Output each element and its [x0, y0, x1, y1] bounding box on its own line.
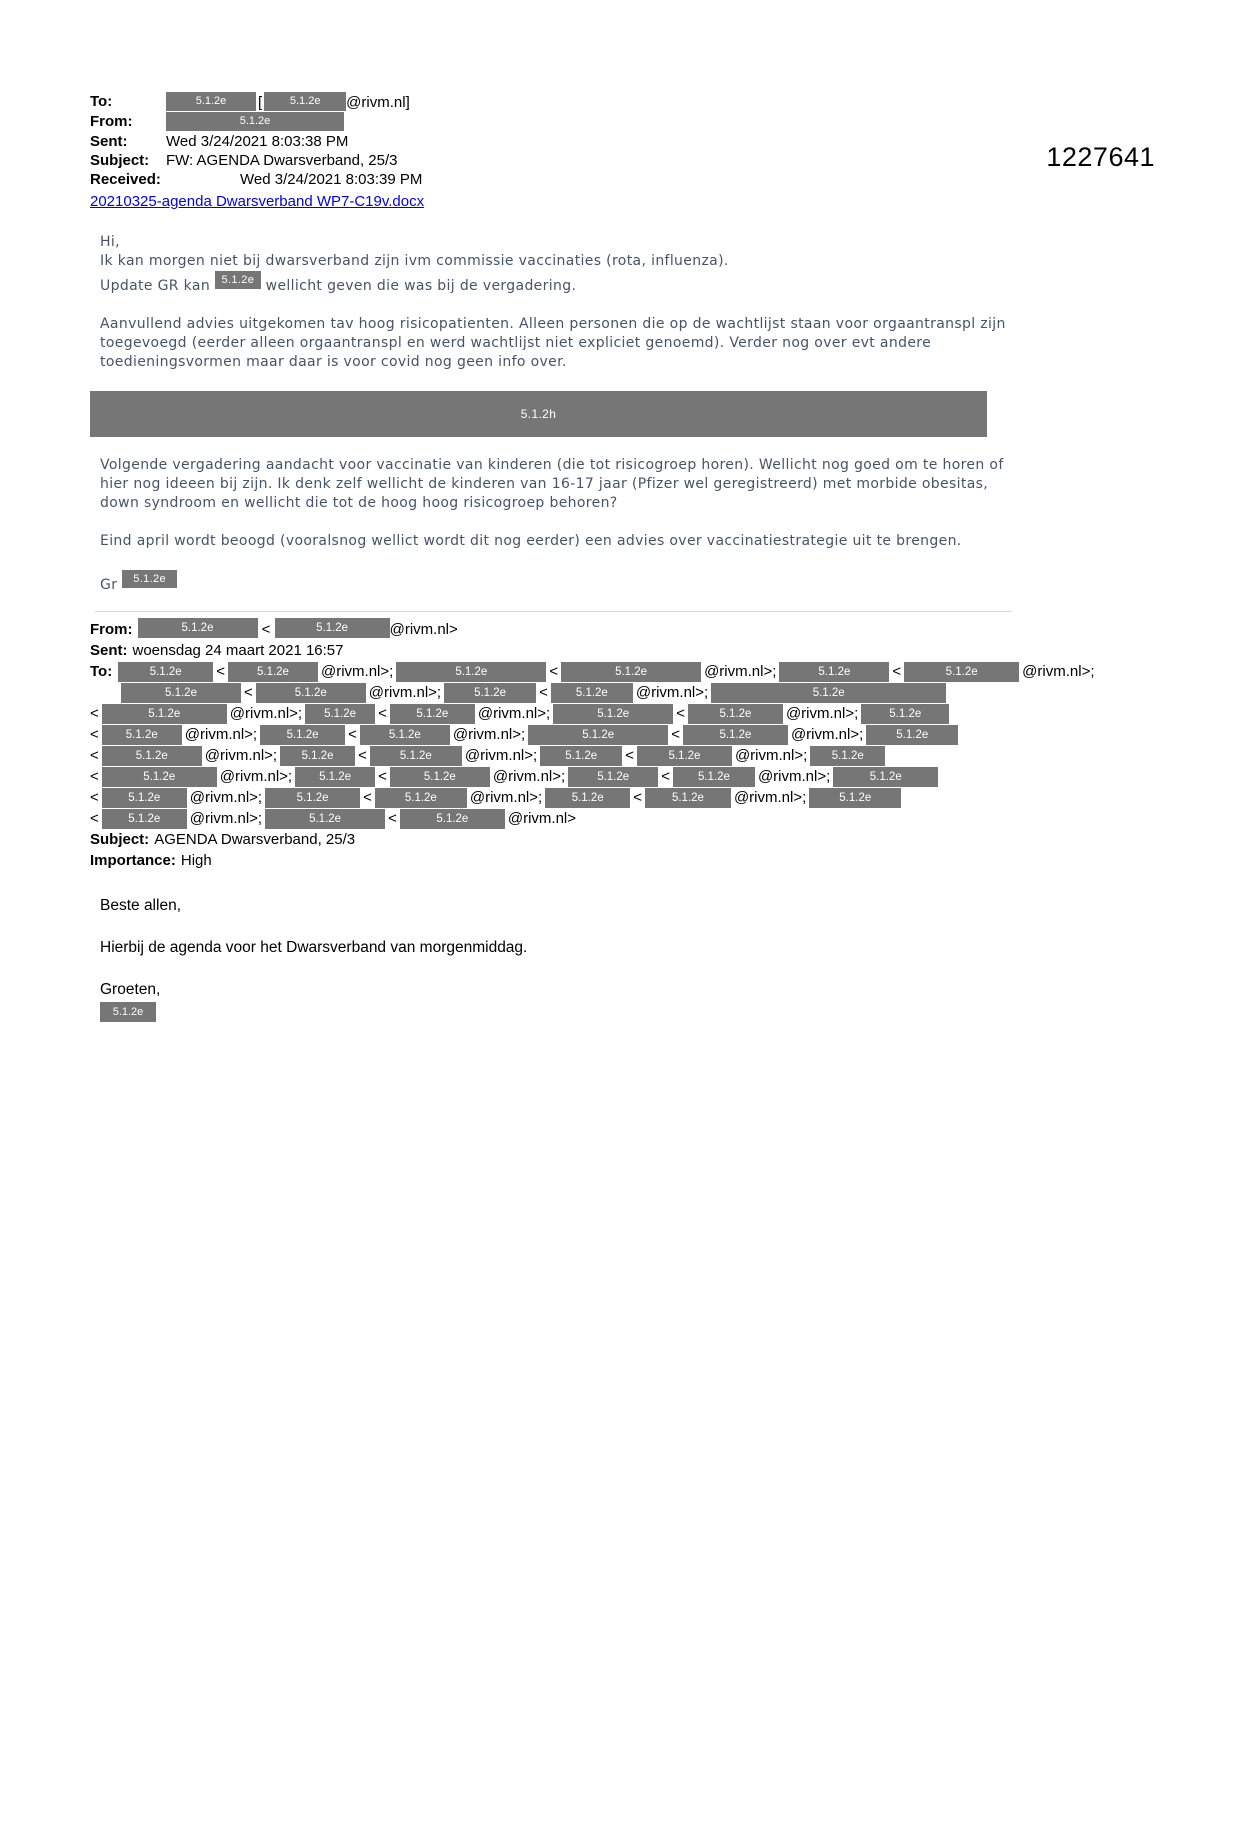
- recipient-address-text: @rivm.nl>;: [785, 705, 859, 722]
- redaction-box: 5.1.2e: [545, 788, 630, 808]
- redaction-box: 5.1.2e: [637, 746, 732, 766]
- recipient-address-text: <: [388, 810, 397, 827]
- subject-row: [90, 829, 1025, 850]
- body-paragraph: Hierbij de agenda voor het Dwarsverband van morgenmiddag.: [100, 939, 528, 956]
- recipient-address-text: <: [90, 747, 99, 764]
- recipient-row: [90, 808, 1025, 829]
- recipient-address-text: @rivm.nl>;: [734, 747, 808, 764]
- redaction-box: 5.1.2e: [528, 725, 668, 745]
- redaction-box: 5.1.2e: [295, 767, 375, 787]
- recipient-address-text: <: [625, 747, 634, 764]
- redaction-box: 5.1.2e: [375, 788, 467, 808]
- recipient-address-text: <: [378, 768, 387, 785]
- document-number: 1227641: [1046, 142, 1155, 172]
- recipient-address-text: @rivm.nl>;: [189, 810, 263, 827]
- redaction-box: 5.1.2e: [866, 725, 958, 745]
- redaction-box: 5.1.2e: [215, 271, 261, 289]
- sent-row: [90, 132, 1020, 151]
- recipient-address-text: <: [90, 768, 99, 785]
- received-value: Wed 3/24/2021 8:03:39 PM: [240, 171, 423, 188]
- redaction-box: 5.1.2e: [400, 809, 505, 829]
- redaction-box: 5.1.2e: [102, 704, 227, 724]
- redaction-box: 5.1.2e: [360, 725, 450, 745]
- recipient-row: [90, 724, 1025, 745]
- subject-value: FW: AGENDA Dwarsverband, 25/3: [166, 152, 398, 169]
- redaction-box: 5.1.2e: [540, 746, 622, 766]
- body-paragraph: [100, 271, 1032, 296]
- to-value: [166, 92, 410, 112]
- redaction-box: 5.1.2e: [102, 767, 217, 787]
- redaction-box: 5.1.2e: [904, 662, 1019, 682]
- signoff-line: Groeten,: [100, 981, 161, 998]
- recipient-address-text: <: [539, 684, 548, 701]
- redaction-box: 5.1.2e: [264, 92, 346, 111]
- redaction-box: 5.1.2e: [390, 767, 490, 787]
- greeting-line: Hi,: [100, 234, 120, 250]
- redaction-box: 5.1.2e: [551, 683, 633, 703]
- redaction-box: 5.1.2e: [688, 704, 783, 724]
- recipient-address-text: <: [661, 768, 670, 785]
- recipient-address-text: @rivm.nl>;: [469, 789, 543, 806]
- recipient-address-text: <: [244, 684, 253, 701]
- from-row: [90, 618, 1025, 640]
- to-domain-text: @rivm.nl]: [346, 94, 410, 111]
- redaction-box: 5.1.2e: [779, 662, 889, 682]
- recipient-list: [90, 661, 1095, 829]
- recipient-address-text: <: [348, 726, 357, 743]
- to-row: [90, 92, 1020, 112]
- recipient-address-text: @rivm.nl>;: [452, 726, 526, 743]
- received-row: [90, 170, 1020, 189]
- from-label: From:: [90, 621, 133, 638]
- sent-value: woensdag 24 maart 2021 16:57: [132, 642, 344, 659]
- recipient-row: [90, 703, 1025, 724]
- email-body-quoted: [100, 895, 1030, 1024]
- recipient-address-text: @rivm.nl>;: [229, 705, 303, 722]
- attachment-link[interactable]: 20210325-agenda Dwarsverband WP7-C19v.docx: [90, 193, 425, 210]
- from-domain-text: @rivm.nl>: [389, 621, 458, 638]
- to-label: To:: [90, 93, 113, 110]
- body-paragraph: Volgende vergadering aandacht voor vaccinatie van kinderen (die tot risicogroep horen). Wellicht nog goed om te horen of hier nog ideeen bij zijn. Ik denk zelf wellicht de kinderen van 16-17 jaar (Pfizer wel geregistreerd) met morbide obesitas, down syndroom en wellicht die tot de hoog hoog risicogroep behoren?: [100, 457, 1004, 511]
- section-divider: [95, 611, 1012, 612]
- redaction-box: 5.1.2e: [396, 662, 546, 682]
- angle-open-text: <: [261, 621, 271, 638]
- recipient-address-text: <: [549, 663, 559, 680]
- to-label: To:: [90, 663, 113, 680]
- redaction-box: 5.1.2e: [265, 809, 385, 829]
- recipient-row: [90, 787, 1025, 808]
- sent-value: Wed 3/24/2021 8:03:38 PM: [166, 133, 349, 150]
- redaction-box: 5.1.2e: [673, 767, 755, 787]
- redaction-box: 5.1.2e: [305, 704, 375, 724]
- recipient-address-text: <: [90, 705, 99, 722]
- subject-label: Subject:: [90, 152, 150, 169]
- importance-row: [90, 850, 1025, 871]
- redaction-box: 5.1.2e: [683, 725, 788, 745]
- recipient-address-text: @rivm.nl>;: [757, 768, 831, 785]
- redaction-box: 5.1.2e: [166, 92, 256, 111]
- recipient-address-text: @rivm.nl>;: [704, 663, 777, 680]
- recipient-address-text: @rivm.nl>;: [477, 705, 551, 722]
- redaction-box: 5.1.2e: [275, 618, 390, 638]
- redaction-box: 5.1.2e: [265, 788, 360, 808]
- recipient-row: [90, 661, 1095, 682]
- redaction-box: 5.1.2e: [444, 683, 536, 703]
- recipient-row: [90, 766, 1025, 787]
- redaction-box: 5.1.2e: [228, 662, 318, 682]
- recipient-address-text: <: [90, 789, 99, 806]
- subject-value: AGENDA Dwarsverband, 25/3: [154, 831, 356, 848]
- importance-label: Importance:: [90, 852, 176, 869]
- recipient-address-text: @rivm.nl>;: [492, 768, 566, 785]
- recipient-address-text: @rivm.nl>;: [733, 789, 807, 806]
- from-value: [166, 112, 344, 132]
- recipient-address-text: <: [378, 705, 387, 722]
- email-body-outer: [100, 233, 1032, 595]
- recipient-address-text: @rivm.nl>;: [635, 684, 709, 701]
- recipient-address-text: @rivm.nl>;: [219, 768, 293, 785]
- redaction-box: 5.1.2e: [280, 746, 355, 766]
- redaction-box: 5.1.2e: [138, 618, 258, 638]
- redaction-box: 5.1.2e: [711, 683, 946, 703]
- redaction-block-5-1-2h: 5.1.2h: [90, 391, 987, 437]
- redaction-box: 5.1.2e: [810, 746, 885, 766]
- recipient-row: [90, 682, 1025, 703]
- email-header-quoted: [90, 618, 1095, 871]
- recipient-address-text: @rivm.nl>: [507, 810, 577, 827]
- recipient-address-text: @rivm.nl>;: [1022, 663, 1095, 680]
- recipient-address-text: @rivm.nl>;: [320, 663, 394, 680]
- body-text: wellicht geven die was bij de vergadering.: [265, 278, 577, 294]
- recipient-address-text: @rivm.nl>;: [184, 726, 258, 743]
- recipient-address-text: <: [633, 789, 642, 806]
- redaction-box: 5.1.2e: [122, 570, 177, 588]
- redaction-box: 5.1.2e: [861, 704, 949, 724]
- subject-label: Subject:: [90, 831, 150, 848]
- redaction-box: 5.1.2e: [118, 662, 213, 682]
- recipient-address-text: @rivm.nl>;: [464, 747, 538, 764]
- redaction-box: 5.1.2e: [102, 809, 187, 829]
- recipient-address-text: @rivm.nl>;: [790, 726, 864, 743]
- redaction-box: 5.1.2e: [166, 112, 344, 131]
- received-label: Received:: [90, 171, 161, 188]
- recipient-address-text: <: [671, 726, 680, 743]
- signoff-line: [100, 570, 1032, 595]
- from-label: From:: [90, 113, 133, 130]
- recipient-row: [90, 745, 1025, 766]
- recipient-address-text: @rivm.nl>;: [204, 747, 278, 764]
- redaction-box: 5.1.2e: [256, 683, 366, 703]
- from-row: [90, 112, 1020, 132]
- recipient-address-text: <: [892, 663, 902, 680]
- importance-value: High: [180, 852, 212, 869]
- redaction-box: 5.1.2e: [102, 746, 202, 766]
- sent-label: Sent:: [90, 133, 128, 150]
- redaction-box: 5.1.2e: [833, 767, 938, 787]
- signoff-text: Gr: [100, 577, 118, 593]
- redaction-box: 5.1.2e: [121, 683, 241, 703]
- bracket-open: [: [258, 94, 263, 111]
- recipient-address-text: <: [90, 810, 99, 827]
- greeting-line: Beste allen,: [100, 897, 181, 914]
- body-paragraph: Eind april wordt beoogd (vooralsnog wellict wordt dit nog eerder) een advies over vaccinatiestrategie uit te brengen.: [100, 533, 962, 549]
- redaction-box: 5.1.2e: [102, 788, 187, 808]
- recipient-address-text: @rivm.nl>;: [368, 684, 442, 701]
- recipient-address-text: <: [363, 789, 372, 806]
- redaction-box: 5.1.2e: [260, 725, 345, 745]
- recipient-address-text: <: [216, 663, 225, 680]
- redaction-box: 5.1.2e: [561, 662, 701, 682]
- body-paragraph: Aanvullend advies uitgekomen tav hoog risicopatienten. Alleen personen die op de wachtlijst staan voor orgaantranspl zijn toegevoegd (eerder alleen orgaantranspl en werd wachtlijst niet expliciet genoemd). Verder nog over evt andere toedieningsvormen maar daar is voor covid nog geen info over.: [100, 316, 1006, 370]
- recipient-address-text: <: [358, 747, 367, 764]
- redaction-box: 5.1.2e: [102, 725, 182, 745]
- recipient-address-text: <: [676, 705, 685, 722]
- subject-row: [90, 151, 1020, 170]
- redaction-box: 5.1.2e: [370, 746, 462, 766]
- sent-label: Sent:: [90, 642, 128, 659]
- recipient-address-text: @rivm.nl>;: [189, 789, 263, 806]
- redaction-box: 5.1.2e: [553, 704, 673, 724]
- redaction-box: 5.1.2e: [100, 1002, 156, 1022]
- redaction-box: 5.1.2e: [568, 767, 658, 787]
- email-header-outer: [90, 92, 1020, 211]
- sent-row: [90, 640, 1025, 661]
- indent-spacer: [90, 692, 118, 693]
- recipient-address-text: <: [90, 726, 99, 743]
- body-text: Update GR kan: [100, 278, 211, 294]
- redaction-box: 5.1.2e: [809, 788, 901, 808]
- body-paragraph: Ik kan morgen niet bij dwarsverband zijn ivm commissie vaccinaties (rota, influenza).: [100, 253, 729, 269]
- redaction-box: 5.1.2e: [390, 704, 475, 724]
- redaction-box: 5.1.2e: [645, 788, 731, 808]
